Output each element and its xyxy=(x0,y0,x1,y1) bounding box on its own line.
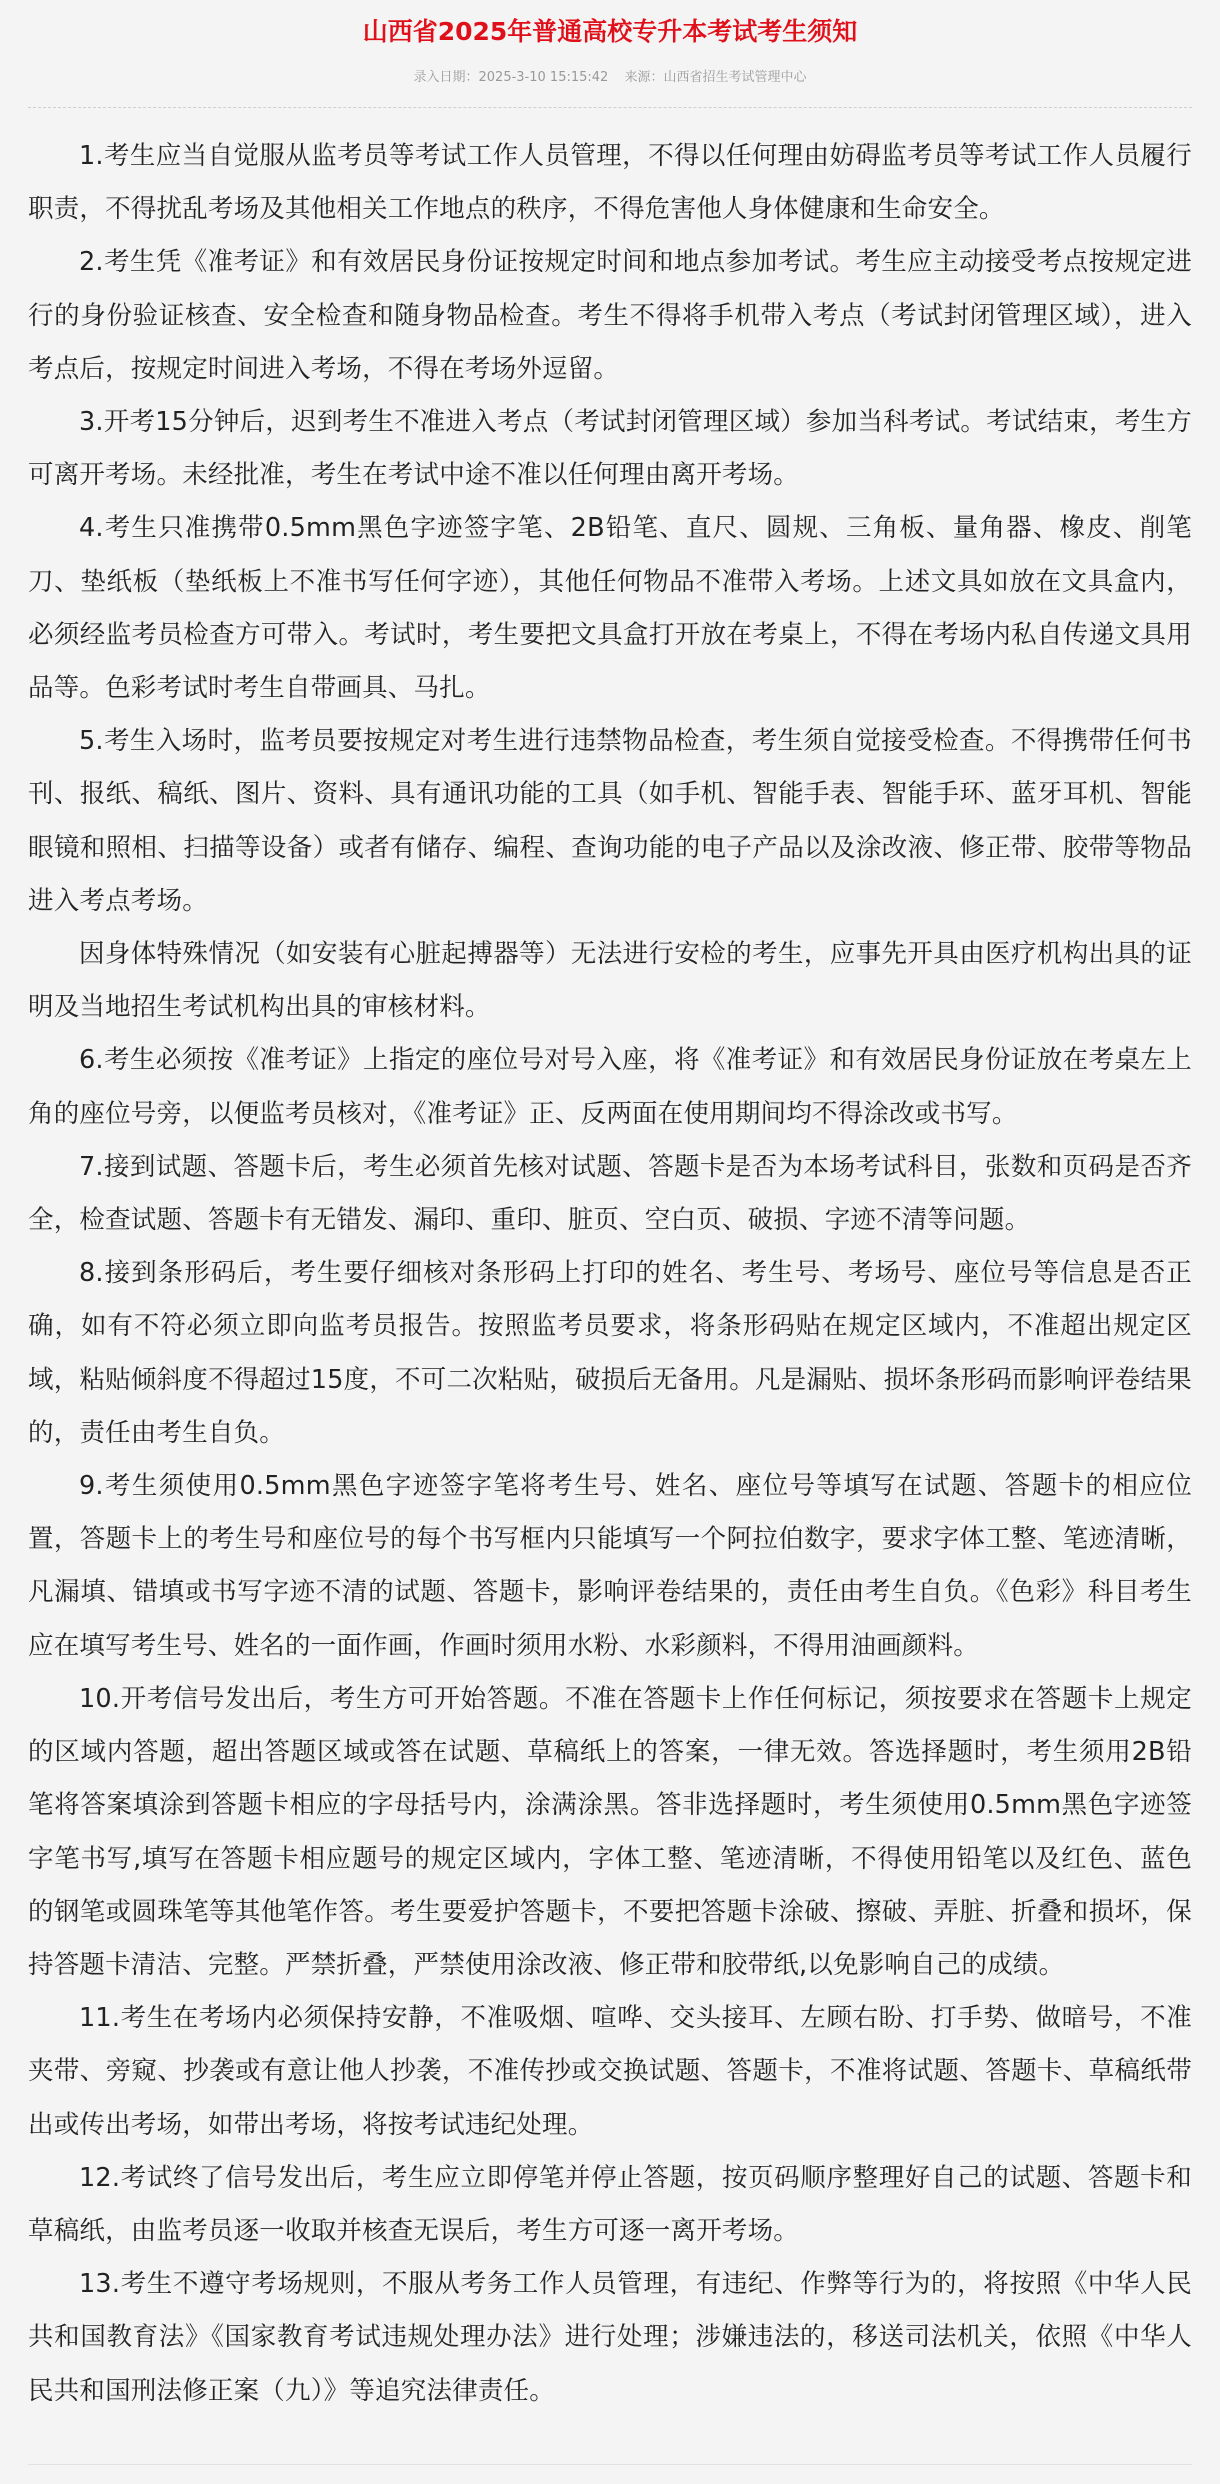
header-divider xyxy=(28,107,1192,108)
rule-paragraph: 4.考生只准携带0.5mm黑色字迹签字笔、2B铅笔、直尺、圆规、三角板、量角器、橡皮、削笔刀、垫纸板（垫纸板上不准书写任何字迹），其他任何物品不准带入考场。上述文具如放在文具盒内，必须经监考员检查方可带入。考试时，考生要把文具盒打开放在考桌上，不得在考场内私自传递文具用品等。色彩考试时考生自带画具、马扎。 xyxy=(28,513,1192,704)
entry-date: 录入日期：2025-3-10 15:15:42 xyxy=(413,70,609,85)
rule-paragraph: 2.考生凭《准考证》和有效居民身份证按规定时间和地点参加考试。考生应主动接受考点按规定进行的身份验证核查、安全检查和随身物品检查。考生不得将手机带入考点（考试封闭管理区域），进入考点后，按规定时间进入考场，不得在考场外逗留。 xyxy=(28,247,1192,384)
rule-paragraph: 11.考生在考场内必须保持安静，不准吸烟、喧哗、交头接耳、左顾右盼、打手势、做暗号，不准夹带、旁窥、抄袭或有意让他人抄袭，不准传抄或交换试题、答题卡，不准将试题、答题卡、草稿纸带出或传出考场，如带出考场，将按考试违纪处理。 xyxy=(28,2003,1192,2140)
rule-paragraph: 12.考试终了信号发出后，考生应立即停笔并停止答题，按页码顺序整理好自己的试题、答题卡和草稿纸，由监考员逐一收取并核查无误后，考生方可逐一离开考场。 xyxy=(28,2162,1192,2246)
article-body xyxy=(28,130,1192,2418)
footer-divider xyxy=(28,2464,1192,2465)
rule-paragraph: 10.开考信号发出后，考生方可开始答题。不准在答题卡上作任何标记，须按要求在答题卡上规定的区域内答题，超出答题区域或答在试题、草稿纸上的答案，一律无效。答选择题时，考生须用2B铅笔将答案填涂到答题卡相应的字母括号内，涂满涂黑。答非选择题时，考生须使用0.5mm黑色字迹签字笔书写,填写在答题卡相应题号的规定区域内，字体工整、笔迹清晰，不得使用铅笔以及红色、蓝色的钢笔或圆珠笔等其他笔作答。考生要爱护答题卡，不要把答题卡涂破、擦破、弄脏、折叠和损坏，保持答题卡清洁、完整。严禁折叠，严禁使用涂改液、修正带和胶带纸,以免影响自己的成绩。 xyxy=(28,1683,1192,1980)
page-title: 山西省2025年普通高校专升本考试考生须知 xyxy=(362,17,858,46)
rule-paragraph: 6.考生必须按《准考证》上指定的座位号对号入座，将《准考证》和有效居民身份证放在考桌左上角的座位号旁，以便监考员核对，《准考证》正、反两面在使用期间均不得涂改或书写。 xyxy=(28,1045,1192,1129)
rule-paragraph: 9.考生须使用0.5mm黑色字迹签字笔将考生号、姓名、座位号等填写在试题、答题卡的相应位置，答题卡上的考生号和座位号的每个书写框内只能填写一个阿拉伯数字，要求字体工整、笔迹清晰，凡漏填、错填或书写字迹不清的试题、答题卡，影响评卷结果的，责任由考生自负。《色彩》科目考生应在填写考生号、姓名的一面作画，作画时须用水粉、水彩颜料，不得用油画颜料。 xyxy=(28,1471,1192,1661)
rule-paragraph: 1.考生应当自觉服从监考员等考试工作人员管理，不得以任何理由妨碍监考员等考试工作人员履行职责，不得扰乱考场及其他相关工作地点的秩序，不得危害他人身体健康和生命安全。 xyxy=(28,141,1192,225)
rule-paragraph: 因身体特殊情况（如安装有心脏起搏器等）无法进行安检的考生，应事先开具由医疗机构出具的证明及当地招生考试机构出具的审核材料。 xyxy=(28,939,1192,1023)
rule-paragraph: 8.接到条形码后，考生要仔细核对条形码上打印的姓名、考生号、考场号、座位号等信息是否正确，如有不符必须立即向监考员报告。按照监考员要求，将条形码贴在规定区域内，不准超出规定区域，粘贴倾斜度不得超过15度，不可二次粘贴，破损后无备用。凡是漏贴、损坏条形码而影响评卷结果的，责任由考生自负。 xyxy=(28,1258,1192,1448)
rule-paragraph: 7.接到试题、答题卡后，考生必须首先核对试题、答题卡是否为本场考试科目，张数和页码是否齐全，检查试题、答题卡有无错发、漏印、重印、脏页、空白页、破损、字迹不清等问题。 xyxy=(28,1151,1192,1236)
rule-paragraph: 13.考生不遵守考场规则，不服从考务工作人员管理，有违纪、作弊等行为的，将按照《中华人民共和国教育法》《国家教育考试违规处理办法》进行处理；涉嫌违法的，移送司法机关，依照《中华人民共和国刑法修正案（九）》等追究法律责任。 xyxy=(28,2269,1192,2406)
rule-paragraph: 3.开考15分钟后，迟到考生不准进入考点（考试封闭管理区域）参加当科考试。考试结束，考生方可离开考场。未经批准，考生在考试中途不准以任何理由离开考场。 xyxy=(28,407,1192,491)
source-label: 来源：山西省招生考试管理中心 xyxy=(624,70,807,85)
rule-paragraph: 5.考生入场时，监考员要按规定对考生进行违禁物品检查，考生须自觉接受检查。不得携带任何书刊、报纸、稿纸、图片、资料、具有通讯功能的工具（如手机、智能手表、智能手环、蓝牙耳机、智能眼镜和照相、扫描等设备）或者有储存、编程、查询功能的电子产品以及涂改液、修正带、胶带等物品进入考点考场。 xyxy=(28,726,1192,916)
article-meta xyxy=(28,68,1192,88)
